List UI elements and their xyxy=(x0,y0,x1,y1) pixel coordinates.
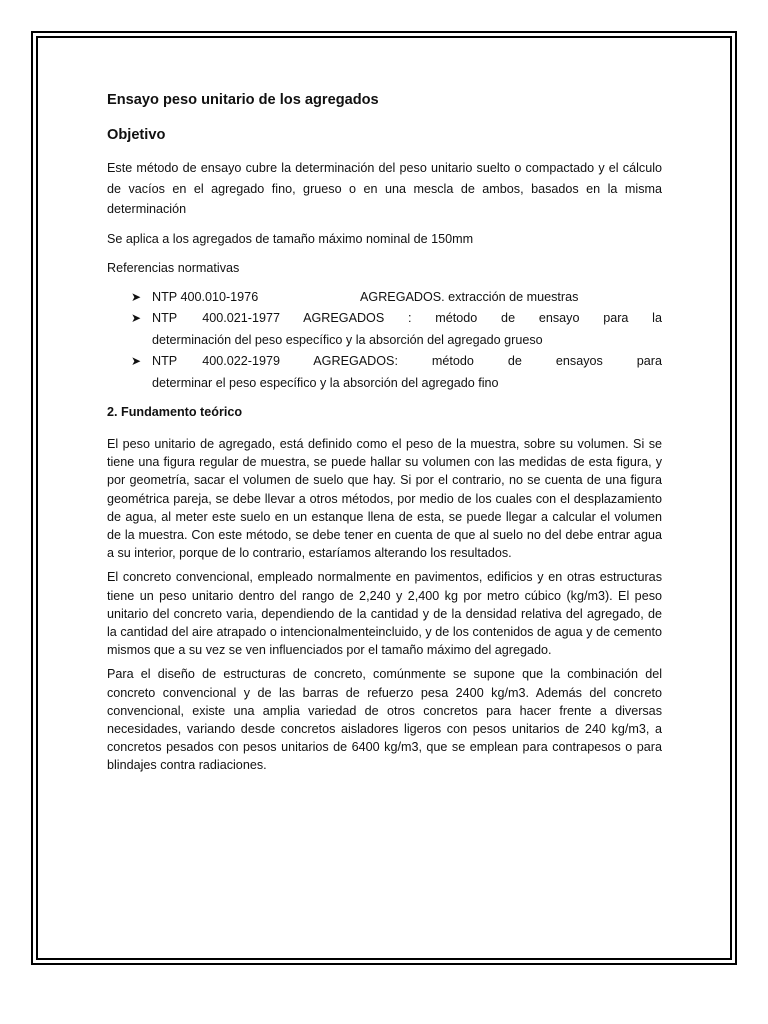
references-heading: Referencias normativas xyxy=(107,261,240,275)
reference-code: NTP 400.010-1976 xyxy=(152,289,259,304)
objective-paragraph: Este método de ensayo cubre la determinación del peso unitario suelto o compactado y el cálculo de vacíos en el agregado fino, grueso o en una mescla de ambos, basados en la misma determinación xyxy=(107,161,662,216)
document-body xyxy=(107,90,662,781)
reference-text: AGREGADOS : método de ensayo para la xyxy=(303,311,662,325)
list-item xyxy=(107,287,662,309)
list-item xyxy=(107,308,662,351)
arrow-bullet-icon: ➤ xyxy=(131,311,142,325)
arrow-bullet-icon: ➤ xyxy=(131,289,142,304)
reference-code: NTP 400.022-1979 xyxy=(152,354,280,368)
reference-text-continued: determinar el peso específico y la absorción del agregado fino xyxy=(152,375,499,390)
reference-text-continued: determinación del peso específico y la absorción del agregado grueso xyxy=(152,332,543,347)
fundamentals-paragraph-1: El peso unitario de agregado, está definido como el peso de la muestra, sobre su volumen. Si se tiene una figura regular de muestra, se puede hallar su volumen con las medidas de esta figura, y por geometría, sacar el volumen de suelo que hay. Si por el contrario, no se cuenta de una figura geométrica pareja, se debe llevar a otros métodos, por medio de los cuales con el desplazamiento de agua, al meter este suelo en un estanque llena de esta, se puede llegar a calcular el volumen de la muestra. Con este método, se debe tener en cuenta de que al suelo no del debe entrar agua a su interior, porque de lo contrario, estaríamos alterando los resultados. xyxy=(107,437,662,561)
scope-paragraph: Se aplica a los agregados de tamaño máximo nominal de 150mm xyxy=(107,231,474,246)
document-title: Ensayo peso unitario de los agregados xyxy=(107,92,379,108)
reference-code: NTP 400.021-1977 xyxy=(152,311,280,325)
fundamentals-paragraph-3: Para el diseño de estructuras de concreto, comúnmente se supone que la combinación del concreto convencional y de las barras de refuerzo pesa 2400 kg/m3. Además del concreto convencional, existe una amplia variedad de otros concretos para hacer frente a diversas necesidades, variando desde concretos aisladores ligeros con pesos unitarios de 240 kg/m3, a concretos pesados con pesos unitarios de 6400 kg/m3, que se emplean para contrapesos o para blindajes contra radiaciones. xyxy=(107,667,662,773)
reference-text: AGREGADOS. extracción de muestras xyxy=(360,289,579,304)
section-2-heading: 2. Fundamento teórico xyxy=(107,405,243,419)
list-item xyxy=(107,351,662,394)
reference-text: AGREGADOS: método de ensayos para xyxy=(313,354,662,368)
fundamentals-paragraph-2: El concreto convencional, empleado normalmente en pavimentos, edificios y en otras estructuras tiene un peso unitario dentro del rango de 2,240 y 2,400 kg por metro cúbico (kg/m3). El peso unitario del concreto varia, dependiendo de la cantidad y de la densidad relativa del agregado, de la cantidad del aire atrapado o intencionalmenteincluido, y de los contenidos de agua y de cemento mismos que a su vez se ven influenciados por el tamaño máximo del agregado. xyxy=(107,570,662,658)
references-list xyxy=(107,287,662,395)
objective-heading: Objetivo xyxy=(107,127,166,143)
arrow-bullet-icon: ➤ xyxy=(131,354,142,368)
